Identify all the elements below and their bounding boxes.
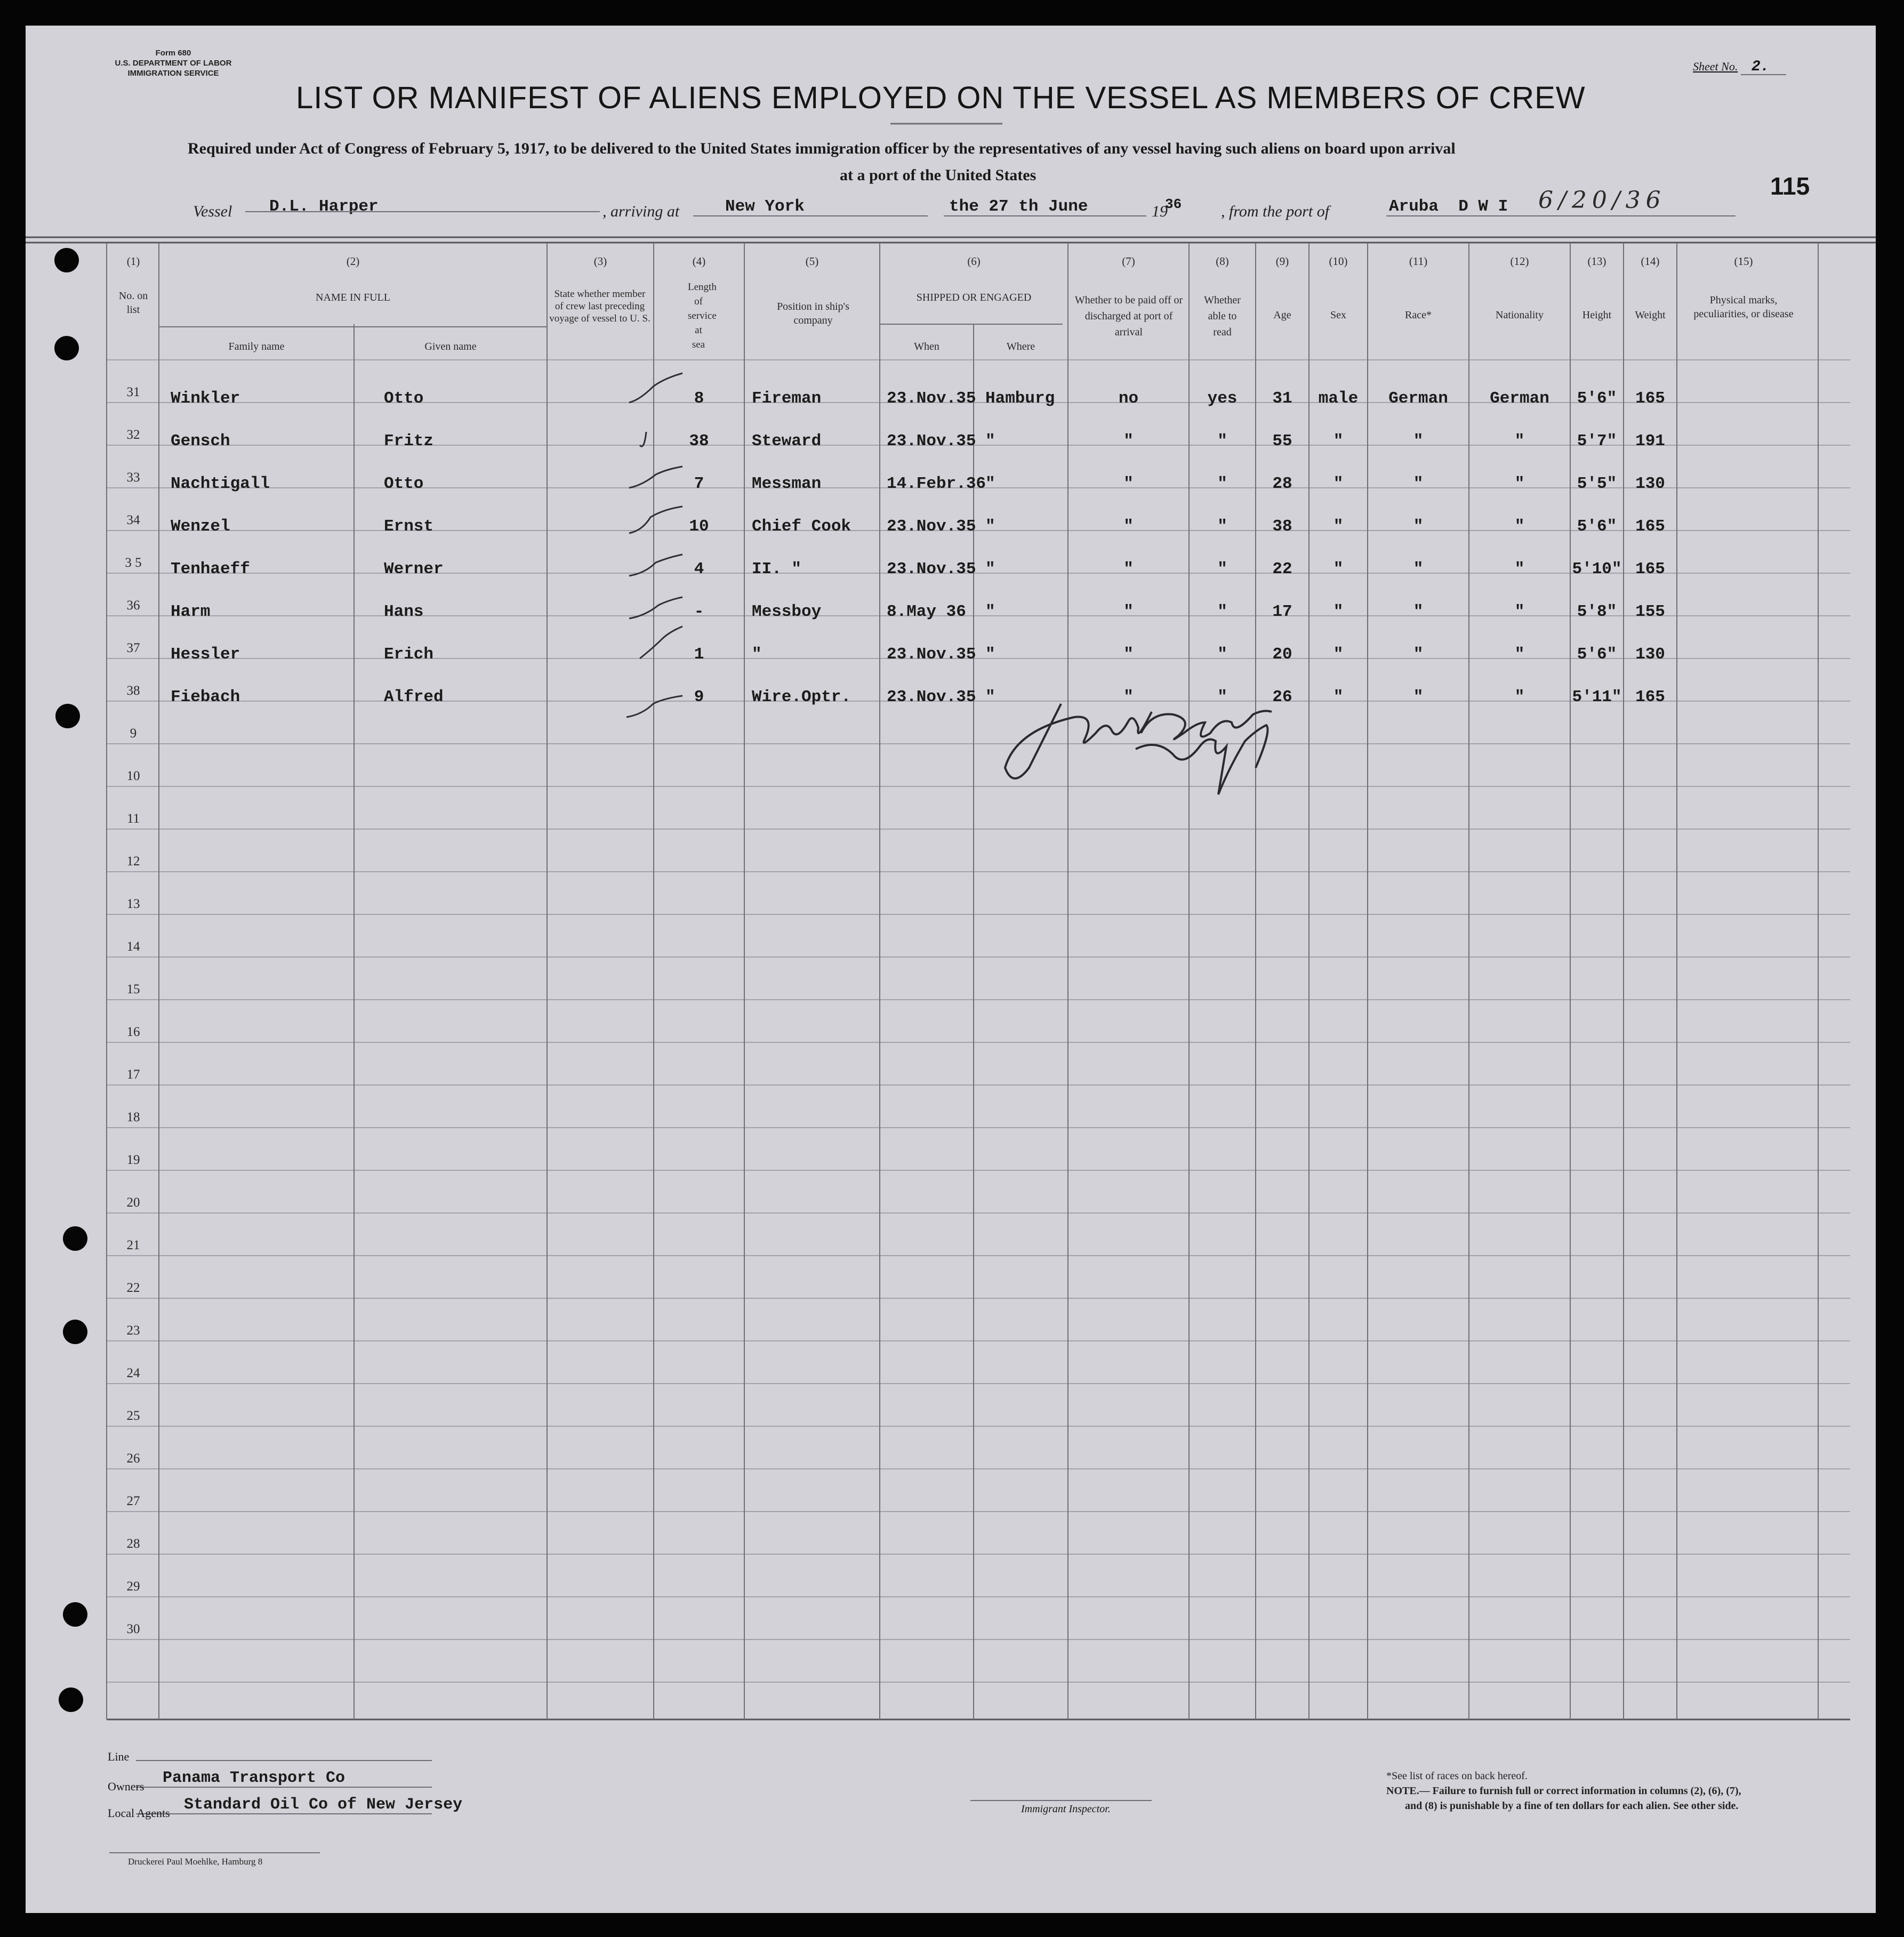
cell-weight: 155 <box>1635 602 1665 621</box>
cell-when: 23.Nov.35 <box>887 517 976 536</box>
cell-height: 5'10" <box>1572 560 1622 578</box>
colnum-13: (13) <box>1587 255 1606 268</box>
cell-service: 9 <box>694 688 704 706</box>
cell-paid-off: " <box>1123 475 1134 493</box>
cell-position: Messman <box>752 475 822 493</box>
cell-sex: " <box>1333 517 1344 536</box>
cell-family: Harm <box>171 602 211 621</box>
cell-when: 14.Febr.36 <box>887 475 986 493</box>
immigrant-inspector: Immigrant Inspector. <box>1021 1803 1111 1815</box>
cell-no: 3 5 <box>125 556 142 570</box>
header-when: When <box>914 341 939 352</box>
cell-paid-off: " <box>1123 602 1134 621</box>
colnum-7: (7) <box>1122 255 1135 268</box>
from-label: , from the port of <box>1221 203 1330 220</box>
cell-sex: " <box>1333 432 1344 451</box>
cell-nationality: " <box>1514 475 1525 493</box>
cell-no: 34 <box>126 513 140 527</box>
line-label: Line <box>108 1750 130 1763</box>
sheet-label: Sheet No. <box>1693 60 1738 73</box>
cell-when: 23.Nov.35 <box>887 432 976 451</box>
row-number: 23 <box>126 1323 140 1338</box>
cell-nationality: " <box>1514 602 1525 621</box>
colnum-6: (6) <box>967 255 981 268</box>
cell-no: 36 <box>126 598 140 613</box>
cell-position: Messboy <box>752 602 822 621</box>
row-number: 26 <box>126 1451 140 1466</box>
cell-service: 10 <box>689 517 709 536</box>
cell-service: - <box>694 602 704 621</box>
colnum-15: (15) <box>1734 255 1753 268</box>
row-number: 19 <box>126 1153 140 1167</box>
cell-where: " <box>985 517 995 536</box>
form-number: Form 680 <box>155 49 191 58</box>
cell-given: Otto <box>384 389 424 408</box>
cell-race: " <box>1413 688 1424 706</box>
header-race: Race* <box>1405 309 1432 321</box>
cell-where: " <box>985 475 995 493</box>
cell-weight: 165 <box>1635 517 1665 536</box>
cell-where: " <box>985 432 995 451</box>
row-number: 20 <box>126 1195 140 1210</box>
colnum-3: (3) <box>593 255 607 268</box>
cell-nationality: " <box>1514 560 1525 578</box>
row-number: 17 <box>126 1067 140 1082</box>
cell-read: " <box>1217 517 1227 536</box>
cell-position: Chief Cook <box>752 517 851 536</box>
cell-race: " <box>1413 432 1424 451</box>
printer-credit: Druckerei Paul Moehlke, Hamburg 8 <box>128 1856 263 1867</box>
cell-race: " <box>1413 645 1424 664</box>
header-able-to-read: Whether able to read <box>1204 294 1241 338</box>
page-title: LIST OR MANIFEST OF ALIENS EMPLOYED ON THE VESSEL AS MEMBERS OF CREW <box>296 81 1586 115</box>
header-no-on-list: No. on list <box>118 290 148 316</box>
cell-service: 4 <box>694 560 704 578</box>
agents-label: Local Agents <box>108 1806 170 1820</box>
year-prefix: 19 <box>1152 203 1168 220</box>
cell-age: 55 <box>1272 432 1292 451</box>
cell-position: II. " <box>752 560 802 578</box>
colnum-4: (4) <box>692 255 706 268</box>
cell-given: Alfred <box>384 688 444 706</box>
departure-port: Aruba D W I <box>1389 197 1508 216</box>
cell-no: 33 <box>126 470 140 485</box>
row-number: 27 <box>126 1494 140 1508</box>
subtitle-line2: at a port of the United States <box>840 166 1037 184</box>
vessel-name: D.L. Harper <box>269 197 379 216</box>
cell-read: " <box>1217 432 1227 451</box>
header-given-name: Given name <box>424 341 477 352</box>
cell-family: Nachtigall <box>171 475 270 493</box>
row-number: 24 <box>126 1366 140 1380</box>
header-weight: Weight <box>1635 309 1666 321</box>
cell-weight: 165 <box>1635 688 1665 706</box>
arrival-date: the 27 th June <box>949 197 1088 216</box>
cell-paid-off: " <box>1123 688 1134 706</box>
cell-height: 5'7" <box>1577 432 1617 451</box>
subtitle-line1: Required under Act of Congress of February 5, 1917, to be delivered to the United States immigration officer by the representatives of any vessel having such aliens on board upon arrival <box>188 140 1456 157</box>
cell-age: 22 <box>1272 560 1292 578</box>
cell-height: 5'5" <box>1577 475 1617 493</box>
cell-family: Tenhaeff <box>171 560 250 578</box>
cell-nationality: " <box>1514 645 1525 664</box>
cell-age: 26 <box>1272 688 1292 706</box>
row-number: 18 <box>126 1110 140 1124</box>
owners-label: Owners <box>108 1780 144 1793</box>
cell-sex: " <box>1333 602 1344 621</box>
row-number: 11 <box>126 811 140 826</box>
cell-nationality: German <box>1490 389 1549 408</box>
cell-service: 8 <box>694 389 704 408</box>
year-value: 36 <box>1165 196 1182 212</box>
cell-family: Fiebach <box>171 688 240 706</box>
cell-height: 5'6" <box>1577 389 1617 408</box>
row-number: 14 <box>126 939 140 954</box>
row-number: 16 <box>126 1025 140 1039</box>
cell-nationality: " <box>1514 688 1525 706</box>
cell-race: German <box>1388 389 1448 408</box>
cell-where: " <box>985 560 995 578</box>
row-number: 22 <box>126 1281 140 1295</box>
row-number: 25 <box>126 1409 140 1423</box>
colnum-5: (5) <box>805 255 819 268</box>
cell-no: 31 <box>126 385 140 399</box>
colnum-12: (12) <box>1510 255 1529 268</box>
cell-age: 38 <box>1272 517 1292 536</box>
vessel-label: Vessel <box>193 203 232 220</box>
cell-age: 17 <box>1272 602 1292 621</box>
cell-when: 23.Nov.35 <box>887 645 976 664</box>
row-number: 9 <box>130 726 137 741</box>
row-number: 29 <box>126 1579 140 1594</box>
cell-family: Gensch <box>171 432 230 451</box>
cell-height: 5'6" <box>1577 517 1617 536</box>
cell-weight: 130 <box>1635 645 1665 664</box>
header-sex: Sex <box>1330 309 1346 321</box>
header-paid-off: Whether to be paid off or discharged at port of arrival <box>1074 294 1183 338</box>
cell-paid-off: " <box>1123 560 1134 578</box>
cell-read: " <box>1217 602 1227 621</box>
cell-read: " <box>1217 645 1227 664</box>
cell-paid-off: " <box>1123 517 1134 536</box>
handwritten-date: 6/20/36 <box>1538 187 1666 214</box>
cell-paid-off: " <box>1123 432 1134 451</box>
cell-paid-off: " <box>1123 645 1134 664</box>
cell-sex: " <box>1333 645 1344 664</box>
cell-race: " <box>1413 560 1424 578</box>
arriving-label: , arriving at <box>602 203 680 220</box>
header-name-in-full: NAME IN FULL <box>316 292 390 303</box>
agents-value: Standard Oil Co of New Jersey <box>184 1796 463 1814</box>
header-shipped-engaged: SHIPPED OR ENGAGED <box>916 292 1032 303</box>
cell-given: Fritz <box>384 432 434 451</box>
owners-value: Panama Transport Co <box>163 1769 346 1787</box>
cell-family: Wenzel <box>171 517 230 536</box>
cell-when: 23.Nov.35 <box>887 389 976 408</box>
signature-strokes <box>1005 704 1272 794</box>
note-line2: and (8) is punishable by a fine of ten dollars for each alien. See other side. <box>1405 1800 1739 1812</box>
header-crew-last-voyage: State whether member of crew last preceding voyage of vessel to U. S. <box>549 288 650 324</box>
cell-service: 1 <box>694 645 704 664</box>
row-number: 30 <box>126 1622 140 1636</box>
cell-read: yes <box>1207 389 1238 408</box>
cell-where: " <box>985 602 995 621</box>
cell-sex: " <box>1333 475 1344 493</box>
cell-read: " <box>1217 560 1227 578</box>
cell-age: 28 <box>1272 475 1292 493</box>
cell-service: 38 <box>689 432 709 451</box>
cell-sex: " <box>1333 688 1344 706</box>
note-line1: NOTE.— Failure to furnish full or correct information in columns (2), (6), (7), <box>1386 1785 1741 1797</box>
row-number: 12 <box>126 854 140 869</box>
races-note: *See list of races on back hereof. <box>1386 1770 1528 1782</box>
cell-age: 31 <box>1272 389 1292 408</box>
header-family-name: Family name <box>228 341 285 352</box>
cell-position: " <box>752 645 762 664</box>
header-height: Height <box>1582 309 1612 321</box>
cell-weight: 165 <box>1635 560 1665 578</box>
header-age: Age <box>1273 309 1291 321</box>
row-number: 13 <box>126 897 140 911</box>
colnum-2: (2) <box>346 255 360 268</box>
cell-when: 23.Nov.35 <box>887 560 976 578</box>
cell-no: 32 <box>126 428 140 442</box>
cell-given: Otto <box>384 475 424 493</box>
department: U.S. DEPARTMENT OF LABOR <box>115 59 232 68</box>
colnum-1: (1) <box>126 255 140 268</box>
arriving-port: New York <box>725 197 805 216</box>
cell-height: 5'11" <box>1572 688 1622 706</box>
header-where: Where <box>1006 341 1035 352</box>
row-number: 10 <box>126 769 140 783</box>
cell-nationality: " <box>1514 432 1525 451</box>
row-number: 21 <box>126 1238 140 1252</box>
cell-when: 8.May 36 <box>887 602 966 621</box>
cell-weight: 130 <box>1635 475 1665 493</box>
cell-height: 5'6" <box>1577 645 1617 664</box>
cell-given: Hans <box>384 602 424 621</box>
cell-where: " <box>985 645 995 664</box>
cell-where: " <box>985 688 995 706</box>
colnum-8: (8) <box>1216 255 1229 268</box>
cell-race: " <box>1413 602 1424 621</box>
cell-race: " <box>1413 475 1424 493</box>
cell-sex: " <box>1333 560 1344 578</box>
cell-when: 23.Nov.35 <box>887 688 976 706</box>
cell-weight: 191 <box>1635 432 1665 451</box>
cell-given: Werner <box>384 560 444 578</box>
cell-position: Fireman <box>752 389 822 408</box>
cell-height: 5'8" <box>1577 602 1617 621</box>
cell-weight: 165 <box>1635 389 1665 408</box>
sheet-value: 2. <box>1751 59 1770 75</box>
cell-nationality: " <box>1514 517 1525 536</box>
row-number: 28 <box>126 1537 140 1551</box>
page-number: 115 <box>1770 172 1810 200</box>
cell-position: Steward <box>752 432 822 451</box>
cell-service: 7 <box>694 475 704 493</box>
header-nationality: Nationality <box>1496 309 1544 321</box>
cell-no: 38 <box>126 684 140 698</box>
colnum-11: (11) <box>1409 255 1428 268</box>
colnum-10: (10) <box>1329 255 1348 268</box>
cell-position: Wire.Optr. <box>752 688 851 706</box>
header-position: Position in ship's company <box>777 301 849 326</box>
cell-no: 37 <box>126 641 140 655</box>
colnum-14: (14) <box>1641 255 1660 268</box>
cell-family: Hessler <box>171 645 240 664</box>
cell-age: 20 <box>1272 645 1292 664</box>
cell-read: " <box>1217 688 1227 706</box>
row-number: 15 <box>126 982 140 996</box>
colnum-9: (9) <box>1275 255 1289 268</box>
cell-race: " <box>1413 517 1424 536</box>
header-physical-marks: Physical marks, peculiarities, or disease <box>1693 294 1794 320</box>
cell-read: " <box>1217 475 1227 493</box>
header-length-of-service: Length of service at sea <box>688 282 717 350</box>
cell-paid-off: no <box>1118 389 1139 408</box>
service: IMMIGRATION SERVICE <box>127 69 219 78</box>
cell-given: Erich <box>384 645 434 664</box>
cell-where: Hamburg <box>985 389 1055 408</box>
cell-family: Winkler <box>171 389 240 408</box>
cell-given: Ernst <box>384 517 434 536</box>
cell-sex: male <box>1318 389 1359 408</box>
